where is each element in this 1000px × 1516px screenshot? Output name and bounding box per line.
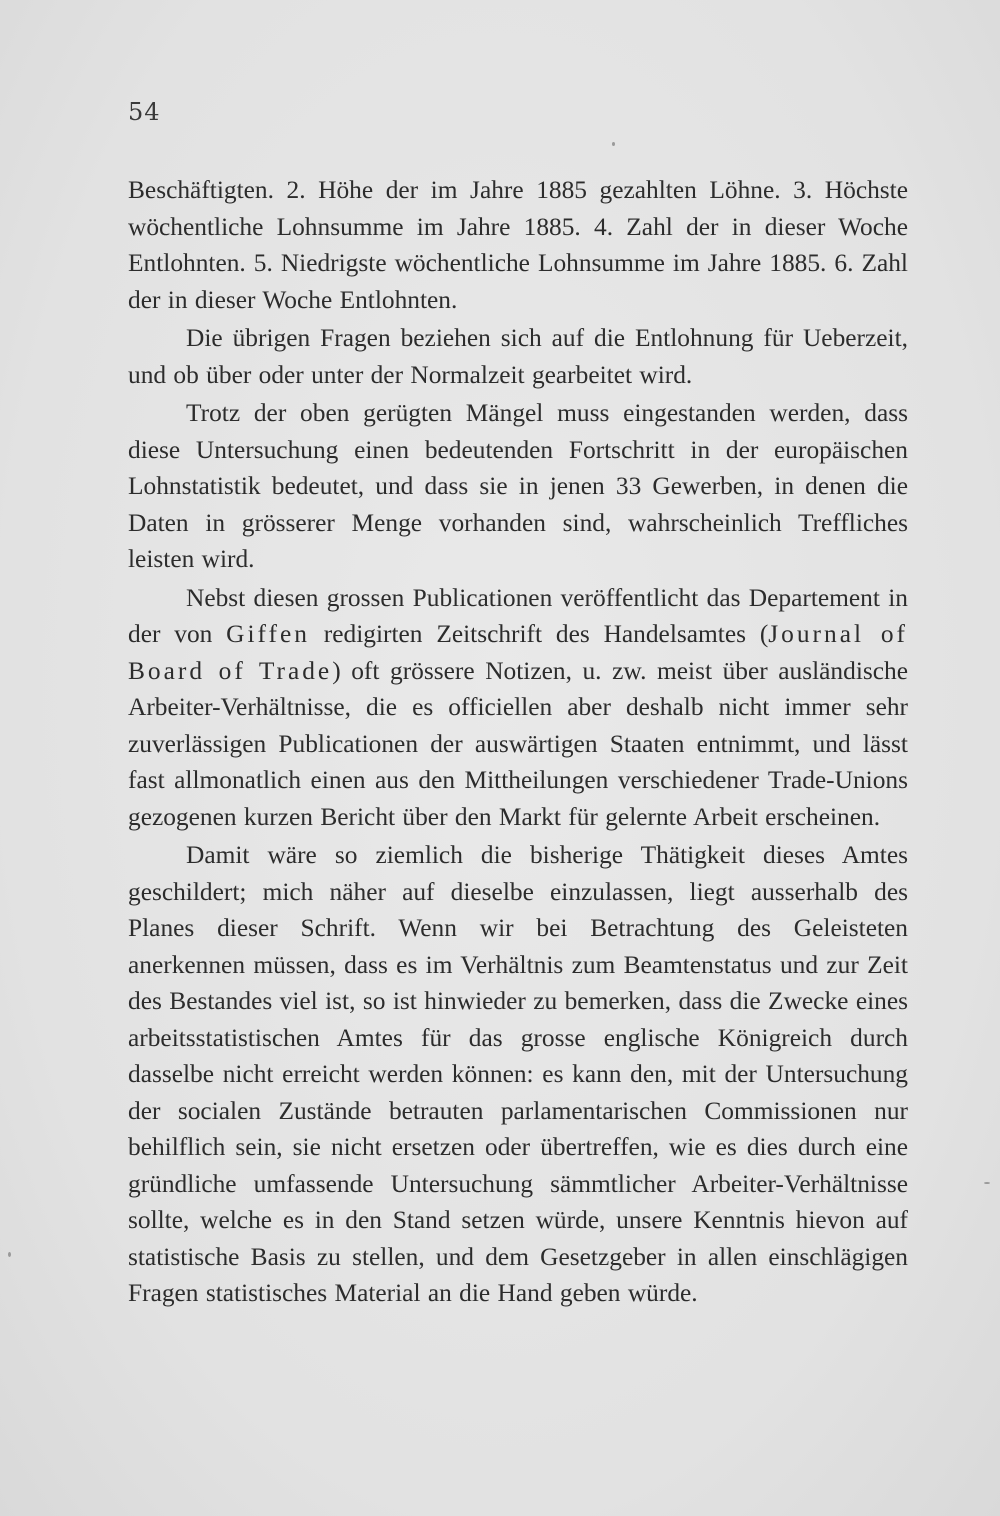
paragraph-text-start: Nebst diesen grossen Publicationen veröffentlicht das Departement in der von <box>128 583 908 648</box>
paragraph <box>128 580 908 836</box>
spaced-journal-title: Journal of Board of Trade <box>128 620 909 685</box>
paper-speck <box>8 1252 11 1257</box>
page-number: 54 <box>128 98 161 126</box>
paragraph <box>128 395 908 578</box>
paragraph-text: Beschäftigten. 2. Höhe der im Jahre 1885 gezahlten Löhne. 3. Höchste wöchentliche Lohnsumme im Jahre 1885. 4. Zahl der in dieser Woche Entlohnten. 5. Niedrigste wöchentliche Lohnsumme im Jahre 1885. 6. Zahl der in dieser Woche Entlohnten. <box>128 176 908 314</box>
paragraph-text: Die übrigen Fragen beziehen sich auf die Entlohnung für Ueberzeit, und ob über oder unter der Normalzeit gearbeitet wird. <box>128 324 908 389</box>
paragraph <box>128 837 908 1312</box>
paragraph <box>128 320 908 393</box>
paragraph-text-end: ) oft grössere Notizen, u. zw. meist über ausländische Arbeiter-Verhältnisse, die es officiellen aber deshalb nicht immer sehr zuverlässigen Publicationen der auswärtigen Staaten entnimmt, und lässt fast allmonatlich einen aus den Mittheilungen verschiedener Trade-Unions gezogenen kurzen Bericht über den Markt für gelernte Arbeit erscheinen. <box>128 656 908 831</box>
paragraph-continuation <box>128 172 908 318</box>
paragraph-text: Damit wäre so ziemlich die bisherige Thätigkeit dieses Amtes geschildert; mich näher auf dieselbe einzulassen, liegt ausserhalb des Planes dieser Schrift. Wenn wir bei Betrachtung des Geleisteten anerkennen müssen, dass es im Verhältnis zum Beamtenstatus und zur Zeit des Bestandes viel ist, so ist hinwieder zu bemerken, dass die Zwecke eines arbeitsstatistischen Amtes für das grosse englische Königreich durch dasselbe nicht erreicht werden können: es kann den, mit der Untersuchung der socialen Zustände betrauten parlamentarischen Commissionen nur behilflich sein, sie nicht ersetzen oder übertreffen, wie es dies durch eine gründliche umfassende Untersuchung sämmtlicher Arbeiter-Verhältnisse sollte, welche es in den Stand setzen würde, unsere Kenntnis hievon auf statistische Basis zu stellen, und dem Gesetzgeber in allen einschlägigen Fragen statistisches Material an die Hand geben würde. <box>128 841 908 1307</box>
body-text <box>128 172 908 1312</box>
paper-speck <box>984 1182 990 1184</box>
paragraph-text: Trotz der oben gerügten Mängel muss eingestanden werden, dass diese Untersuchung einen bedeutenden Fortschritt in der europäischen Lohnstatistik bedeutet, und dass sie in jenen 33 Gewerben, in denen die Daten in grösserer Menge vorhanden sind, wahrscheinlich Treffliches leisten wird. <box>128 399 908 573</box>
paper-speck <box>612 142 615 146</box>
spaced-name-giffen: Giffen <box>226 620 310 648</box>
paragraph-text-middle: redigirten Zeitschrift des Handelsamtes ( <box>309 620 769 648</box>
